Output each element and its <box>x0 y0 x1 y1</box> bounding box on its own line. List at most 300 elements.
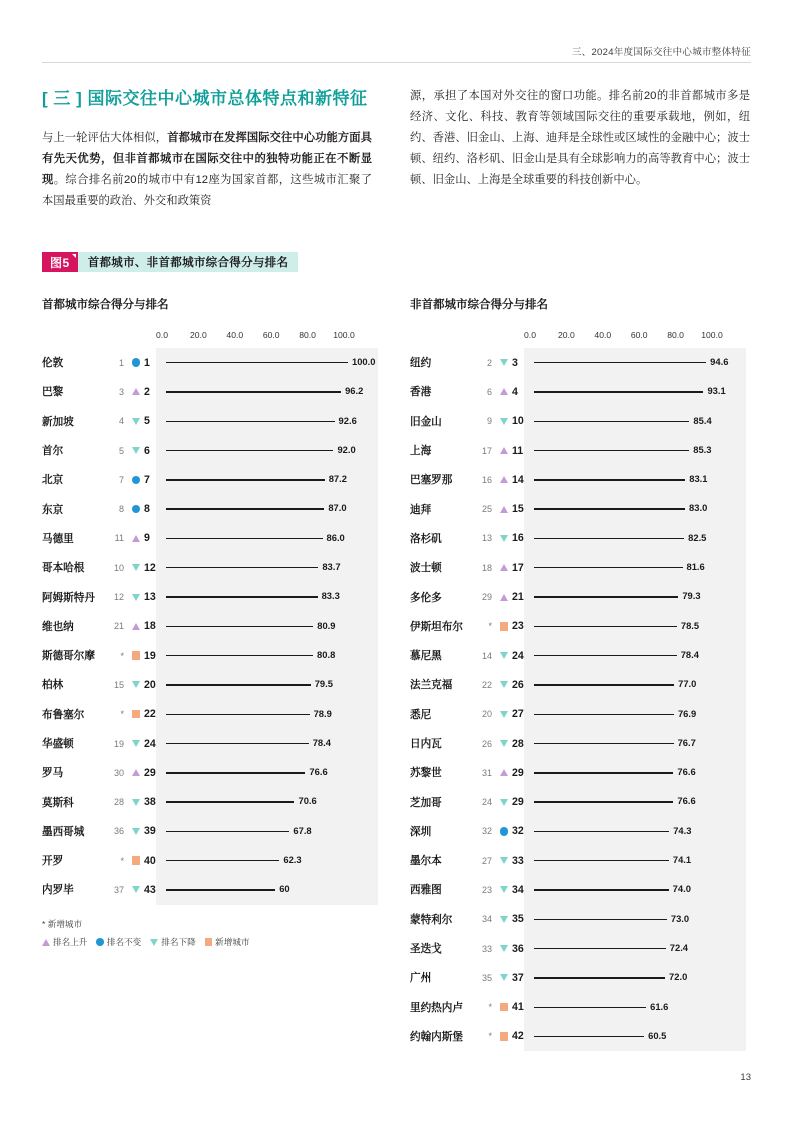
bar <box>166 362 348 363</box>
table-row <box>410 582 750 611</box>
bar <box>534 714 674 715</box>
triangle-up-icon <box>500 388 508 395</box>
current-rank: 29 <box>512 796 524 809</box>
axis-tick-noncapital-0: 0.0 <box>524 330 536 340</box>
previous-rank: * <box>488 621 492 632</box>
current-rank: 19 <box>144 649 156 662</box>
triangle-down-icon <box>150 939 158 946</box>
current-rank: 33 <box>512 854 524 867</box>
current-rank: 22 <box>144 708 156 721</box>
figure-number-tag: 图5 <box>42 252 78 272</box>
city-name: 芝加哥 <box>410 796 442 809</box>
rank-change-marker <box>128 358 144 367</box>
bar-cell <box>166 641 372 670</box>
rank-change-marker <box>496 740 512 747</box>
bar <box>534 919 667 920</box>
triangle-up-icon <box>500 447 508 454</box>
triangle-down-icon <box>500 681 508 688</box>
x-axis-capital <box>42 330 372 344</box>
table-row <box>410 758 750 787</box>
table-row <box>410 993 750 1022</box>
square-icon <box>132 710 141 719</box>
triangle-down-icon <box>500 711 508 718</box>
current-rank: 38 <box>144 796 156 809</box>
table-row <box>42 846 372 875</box>
previous-rank: 37 <box>113 884 124 895</box>
previous-rank: 20 <box>481 709 492 720</box>
table-row <box>42 407 372 436</box>
previous-rank: 9 <box>486 416 492 427</box>
table-row <box>42 700 372 729</box>
circle-icon <box>96 938 104 946</box>
bar-cell <box>534 875 750 904</box>
bar <box>166 567 318 568</box>
axis-tick-capital-4: 80.0 <box>299 330 316 340</box>
previous-rank: 30 <box>113 767 124 778</box>
bar <box>534 391 703 392</box>
city-name: 里约热内卢 <box>410 1001 463 1014</box>
bar <box>534 596 678 597</box>
rank-change-marker <box>496 535 512 542</box>
square-icon <box>132 651 141 660</box>
bar-cell <box>166 582 372 611</box>
rank-change-marker <box>128 710 144 719</box>
table-row <box>410 407 750 436</box>
rank-change-marker <box>128 505 144 514</box>
previous-rank: 15 <box>113 679 124 690</box>
previous-rank: 6 <box>486 386 492 397</box>
previous-rank: * <box>488 1031 492 1042</box>
current-rank: 14 <box>512 473 524 486</box>
bar-value-label: 92.6 <box>338 414 357 426</box>
bar-cell <box>534 993 750 1022</box>
triangle-down-icon <box>500 740 508 747</box>
table-row <box>410 846 750 875</box>
previous-rank: 16 <box>481 474 492 485</box>
current-rank: 26 <box>512 678 524 691</box>
table-row <box>42 553 372 582</box>
table-row <box>410 934 750 963</box>
table-row <box>42 729 372 758</box>
city-name: 西雅图 <box>410 884 442 897</box>
bar <box>166 684 311 685</box>
rank-change-marker <box>128 447 144 454</box>
legend-item-new <box>205 936 250 948</box>
current-rank: 16 <box>512 532 524 545</box>
current-rank: 41 <box>512 1001 524 1014</box>
bar-value-label: 76.6 <box>677 795 696 807</box>
body-text-tail: 。综合排名前20的城市中有12座为国家首都，这些城市汇聚了本国最重要的政治、外交和政策资 <box>42 174 372 207</box>
chart-rows-noncapital <box>410 348 750 1051</box>
previous-rank: 17 <box>481 445 492 456</box>
bar-cell <box>166 494 372 523</box>
bar-cell <box>534 905 750 934</box>
body-text-lead: 与上一轮评估大体相似， <box>42 132 168 144</box>
bar <box>166 450 333 451</box>
previous-rank: 26 <box>481 738 492 749</box>
bar-cell <box>166 758 372 787</box>
bar-value-label: 86.0 <box>326 531 345 543</box>
city-name: 多伦多 <box>410 591 442 604</box>
axis-tick-noncapital-1: 20.0 <box>558 330 575 340</box>
table-row <box>42 817 372 846</box>
city-name: 莫斯科 <box>42 796 74 809</box>
axis-tick-capital-2: 40.0 <box>226 330 244 340</box>
bar-value-label: 76.7 <box>677 736 696 748</box>
rank-change-marker <box>128 799 144 806</box>
current-rank: 6 <box>144 444 150 457</box>
bar <box>166 538 323 539</box>
previous-rank: 14 <box>481 650 492 661</box>
bar-cell <box>534 817 750 846</box>
previous-rank: 4 <box>118 416 124 427</box>
city-name: 法兰克福 <box>410 679 453 692</box>
triangle-up-icon <box>500 506 508 513</box>
city-name: 开罗 <box>42 855 64 868</box>
triangle-down-icon <box>500 886 508 893</box>
triangle-down-icon <box>500 974 508 981</box>
bar-value-label: 79.3 <box>682 590 701 602</box>
bar-value-label: 92.0 <box>337 443 356 455</box>
bar-value-label: 78.4 <box>312 736 331 748</box>
previous-rank: 18 <box>481 562 492 573</box>
running-header: 三、2024年度国际交往中心城市整体特征 <box>571 47 751 58</box>
table-row <box>42 582 372 611</box>
previous-rank: * <box>488 1002 492 1013</box>
bar-cell <box>166 729 372 758</box>
city-name: 首尔 <box>42 445 64 458</box>
legend-label-same: 排名不变 <box>106 937 142 947</box>
table-row <box>42 524 372 553</box>
chart-panel-capital-cities <box>42 296 376 905</box>
previous-rank: 21 <box>113 621 124 632</box>
legend-item-same <box>96 936 141 948</box>
city-name: 伊斯坦布尔 <box>410 620 463 633</box>
previous-rank: 34 <box>481 914 492 925</box>
axis-tick-capital-5: 100.0 <box>333 330 355 340</box>
bar-value-label: 70.6 <box>298 795 317 807</box>
bar-cell <box>534 729 750 758</box>
rank-change-marker <box>128 856 144 865</box>
bar <box>534 421 689 422</box>
rank-change-marker <box>496 594 512 601</box>
bar <box>534 977 665 978</box>
city-name: 东京 <box>42 503 64 516</box>
table-row <box>42 612 372 641</box>
legend-label-up: 排名上升 <box>53 937 88 947</box>
bar <box>534 889 669 890</box>
triangle-down-icon <box>132 828 140 835</box>
table-row <box>42 377 372 406</box>
previous-rank: 13 <box>481 533 492 544</box>
table-row <box>410 1022 750 1051</box>
bar <box>534 684 674 685</box>
circle-icon <box>132 476 141 485</box>
body-column-right: 源，承担了本国对外交往的窗口功能。排名前20的非首都城市多是经济、文化、科技、教育等领域国际交往的重要承载地，例如，纽约、香港、旧金山、上海、迪拜是全球性或区域性的金融中心；波士顿、纽约、洛杉矶、旧金山是具有全球影响力的高等教育中心；波士顿、旧金山、上海是全球重要的科技创新中心。 <box>410 90 750 186</box>
rank-change-marker <box>128 886 144 893</box>
square-icon <box>205 938 213 946</box>
current-rank: 29 <box>512 766 524 779</box>
bar <box>534 567 683 568</box>
rank-change-marker <box>496 974 512 981</box>
previous-rank: 36 <box>113 826 124 837</box>
bar <box>534 538 684 539</box>
bar-value-label: 85.3 <box>693 443 712 455</box>
rank-change-marker <box>496 711 512 718</box>
bar-cell <box>534 582 750 611</box>
current-rank: 18 <box>144 620 156 633</box>
bar-cell <box>534 846 750 875</box>
rank-change-marker <box>496 418 512 425</box>
previous-rank: 1 <box>118 357 124 368</box>
city-name: 日内瓦 <box>410 738 442 750</box>
table-row <box>42 670 372 699</box>
rank-change-marker <box>128 388 144 395</box>
legend-label-down: 排名下降 <box>161 937 196 947</box>
table-row <box>410 875 750 904</box>
bar <box>534 508 685 509</box>
city-name: 墨西哥城 <box>42 825 85 838</box>
rank-change-marker <box>128 740 144 747</box>
current-rank: 24 <box>144 737 156 750</box>
bar <box>166 626 313 627</box>
body-column-left <box>42 128 372 212</box>
bar-value-label: 76.6 <box>309 766 328 778</box>
city-name: 柏林 <box>42 679 64 692</box>
city-name: 悉尼 <box>410 708 432 721</box>
bar-cell <box>534 377 750 406</box>
bar-value-label: 83.1 <box>689 473 708 485</box>
bar-value-label: 72.0 <box>669 971 688 983</box>
triangle-up-icon <box>500 564 508 571</box>
current-rank: 3 <box>512 356 518 369</box>
table-row <box>410 729 750 758</box>
city-name: 旧金山 <box>410 415 442 428</box>
bar <box>534 362 706 363</box>
bar-cell <box>166 612 372 641</box>
table-row <box>410 465 750 494</box>
triangle-down-icon <box>500 857 508 864</box>
city-name: 蒙特利尔 <box>410 913 453 926</box>
current-rank: 9 <box>144 532 150 545</box>
previous-rank: 3 <box>118 386 124 397</box>
previous-rank: 29 <box>481 592 492 603</box>
rank-change-marker <box>496 506 512 513</box>
table-row <box>410 524 750 553</box>
previous-rank: 28 <box>113 797 124 808</box>
previous-rank: 33 <box>481 943 492 954</box>
bar-value-label: 83.3 <box>321 590 340 602</box>
figure-title: 首都城市、非首都城市综合得分与排名 <box>78 252 299 272</box>
bar-cell <box>534 407 750 436</box>
table-row <box>42 436 372 465</box>
axis-tick-capital-1: 20.0 <box>190 330 207 340</box>
bar-cell <box>166 348 376 377</box>
bar-value-label: 80.8 <box>317 648 336 660</box>
city-name: 深圳 <box>410 825 432 838</box>
current-rank: 10 <box>512 415 524 428</box>
bar-cell <box>166 377 372 406</box>
bar-value-label: 100.0 <box>352 356 376 367</box>
bar-cell <box>166 817 372 846</box>
current-rank: 28 <box>512 737 524 750</box>
city-name: 慕尼黑 <box>410 650 442 663</box>
axis-tick-capital-0: 0.0 <box>156 330 168 340</box>
city-name: 维也纳 <box>42 620 74 633</box>
previous-rank: 22 <box>481 679 492 690</box>
table-row <box>42 787 372 816</box>
chart-panel-noncapital-cities <box>410 296 750 1051</box>
bar-value-label: 81.6 <box>686 561 705 573</box>
axis-tick-noncapital-5: 100.0 <box>701 330 723 340</box>
table-row <box>410 553 750 582</box>
table-row <box>410 348 750 377</box>
city-name: 墨尔本 <box>410 855 442 868</box>
triangle-down-icon <box>132 594 140 601</box>
city-name: 伦敦 <box>42 357 64 370</box>
previous-rank: 2 <box>486 357 492 368</box>
bar-value-label: 93.1 <box>707 385 726 397</box>
bar-cell <box>534 758 750 787</box>
axis-tick-noncapital-2: 40.0 <box>594 330 612 340</box>
table-row <box>410 612 750 641</box>
previous-rank: 23 <box>481 884 492 895</box>
current-rank: 34 <box>512 883 524 896</box>
current-rank: 5 <box>144 415 150 428</box>
bar <box>166 596 318 597</box>
previous-rank: 32 <box>481 826 492 837</box>
current-rank: 29 <box>144 766 156 779</box>
current-rank: 17 <box>512 561 524 574</box>
bar-cell <box>534 553 750 582</box>
bar-value-label: 78.9 <box>313 707 332 719</box>
city-name: 布鲁塞尔 <box>42 708 85 721</box>
table-row <box>410 494 750 523</box>
figure-note: * 新增城市 <box>42 919 83 929</box>
chart-title-noncapital: 非首都城市综合得分与排名 <box>410 299 548 311</box>
current-rank: 15 <box>512 503 524 516</box>
rank-change-marker <box>496 388 512 395</box>
bar-value-label: 77.0 <box>678 678 697 690</box>
rank-change-marker <box>128 769 144 776</box>
circle-icon <box>132 505 141 514</box>
city-name: 巴塞罗那 <box>410 474 453 487</box>
bar <box>166 421 335 422</box>
rank-change-marker <box>128 535 144 542</box>
bar-cell <box>534 612 750 641</box>
bar <box>166 508 324 509</box>
triangle-down-icon <box>132 418 140 425</box>
bar <box>534 948 666 949</box>
table-row <box>410 905 750 934</box>
bar-cell <box>534 787 750 816</box>
city-name: 香港 <box>410 386 432 399</box>
bar <box>534 1036 644 1037</box>
previous-rank: 7 <box>118 474 124 485</box>
rank-change-marker <box>128 623 144 630</box>
table-row <box>410 436 750 465</box>
triangle-down-icon <box>500 652 508 659</box>
city-name: 华盛顿 <box>42 738 74 750</box>
rank-change-marker <box>496 945 512 952</box>
square-icon <box>132 856 141 865</box>
bar-cell <box>534 348 750 377</box>
triangle-down-icon <box>500 799 508 806</box>
bar-cell <box>166 524 372 553</box>
current-rank: 23 <box>512 620 524 633</box>
bar-value-label: 79.5 <box>314 678 333 690</box>
bar-cell <box>166 787 372 816</box>
rank-change-marker <box>496 1032 512 1041</box>
bar <box>166 743 309 744</box>
city-name: 上海 <box>410 445 432 458</box>
chart-title-capital: 首都城市综合得分与排名 <box>42 299 169 311</box>
previous-rank: 35 <box>481 972 492 983</box>
city-name: 约翰内斯堡 <box>410 1030 463 1043</box>
rank-change-marker <box>496 769 512 776</box>
rank-change-marker <box>496 622 512 631</box>
legend-label-new: 新增城市 <box>215 937 250 947</box>
city-name: 洛杉矶 <box>410 532 442 545</box>
bar <box>166 831 289 832</box>
table-row <box>410 817 750 846</box>
circle-icon <box>132 358 141 367</box>
rank-change-marker <box>496 681 512 688</box>
previous-rank: 8 <box>118 504 124 515</box>
bar-value-label: 87.0 <box>328 502 347 514</box>
bar <box>534 772 673 773</box>
table-row <box>42 494 372 523</box>
rank-change-marker <box>128 651 144 660</box>
previous-rank: * <box>120 650 124 661</box>
table-row <box>42 758 372 787</box>
city-name: 内罗毕 <box>42 884 74 897</box>
rank-change-marker <box>496 799 512 806</box>
bar-cell <box>166 875 372 904</box>
triangle-down-icon <box>132 681 140 688</box>
square-icon <box>500 1032 509 1041</box>
triangle-down-icon <box>132 886 140 893</box>
bar-cell <box>534 641 750 670</box>
triangle-down-icon <box>500 916 508 923</box>
previous-rank: * <box>120 855 124 866</box>
bar-value-label: 60.5 <box>648 1029 667 1041</box>
bar <box>534 860 669 861</box>
table-row <box>42 875 372 904</box>
rank-change-marker <box>128 476 144 485</box>
triangle-up-icon <box>500 769 508 776</box>
bar <box>534 655 677 656</box>
triangle-down-icon <box>132 799 140 806</box>
bar-cell <box>166 553 372 582</box>
bar-cell <box>534 700 750 729</box>
previous-rank: 31 <box>481 767 492 778</box>
rank-change-marker <box>496 652 512 659</box>
current-rank: 39 <box>144 825 156 838</box>
current-rank: 20 <box>144 678 156 691</box>
bar-cell <box>534 670 750 699</box>
table-row <box>410 641 750 670</box>
triangle-down-icon <box>132 564 140 571</box>
rank-change-marker <box>496 916 512 923</box>
bar-cell <box>166 700 372 729</box>
square-icon <box>500 1003 509 1012</box>
rank-change-marker <box>496 827 512 836</box>
previous-rank: 5 <box>118 445 124 456</box>
bar-value-label: 74.0 <box>672 883 691 895</box>
current-rank: 40 <box>144 854 156 867</box>
current-rank: 24 <box>512 649 524 662</box>
